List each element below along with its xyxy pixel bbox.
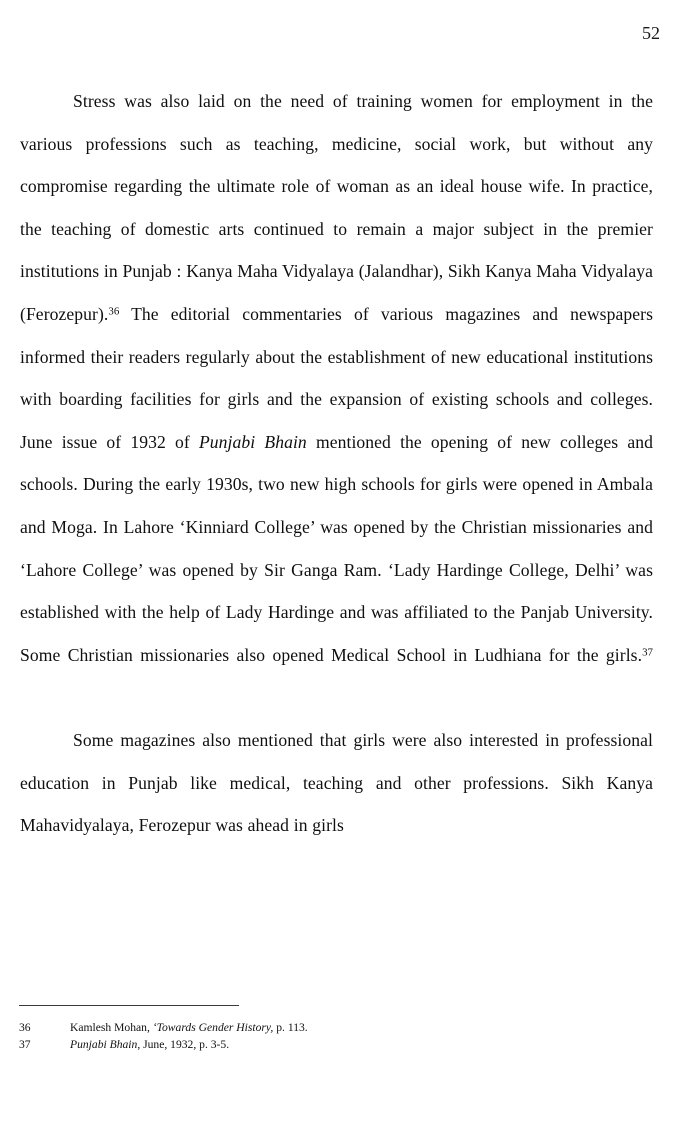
footnote-reference: 36	[108, 305, 120, 318]
footnote-entry	[19, 1019, 659, 1036]
body-text-block	[20, 80, 653, 847]
italic-title: Punjabi Bhain	[70, 1038, 138, 1051]
footnote-text: Kamlesh Mohan, ‘Towards Gender History, p. 113.	[70, 1021, 308, 1034]
page-number: 52	[642, 23, 660, 43]
footnote-separator-rule	[19, 1005, 239, 1006]
footnote-number: 37	[19, 1038, 31, 1051]
footnote-text: Punjabi Bhain, June, 1932, p. 3-5.	[70, 1038, 230, 1051]
paragraph: Stress was also laid on the need of training women for employment in the various professions such as teaching, medicine, social work, but without any compromise regarding the ultimate role of woman as an ideal house wife. In practice, the teaching of domestic arts continued to remain a major subject in the premier institutions in Punjab : Kanya Maha Vidyalaya (Jalandhar), Sikh Kanya Maha Vidyalaya (Ferozepur).$^{36}$ The editorial commentaries of various magazines and newspapers informed their readers regularly about the establishment of new educational institutions with boarding facilities for girls and the expansion of existing schools and colleges. June issue of 1932 of Punjabi Bhain mentioned the opening of new colleges and schools. During the early 1930s, two new high schools for girls were opened in Ambala and Moga. In Lahore ‘Kinniard College’ was opened by the Christian missionaries and ‘Lahore College’ was opened by Sir Ganga Ram. ‘Lady Hardinge College, Delhi’ was established with the help of Lady Hardinge and was affiliated to the Panjab University. Some Christian missionaries also opened Medical School in Ludhiana for the girls.$^{37}$	[20, 91, 653, 665]
footnote-area	[19, 1005, 659, 1053]
footnote-number: 36	[19, 1021, 31, 1034]
footnote-entry	[19, 1036, 659, 1053]
italic-title: ‘Towards Gender History,	[152, 1021, 274, 1034]
footnote-reference: 37	[642, 646, 653, 659]
italic-title: Punjabi Bhain	[198, 431, 307, 452]
paragraph: Some magazines also mentioned that girls were also interested in professional education in Punjab like medical, teaching and other professions. Sikh Kanya Mahavidyalaya, Ferozepur was ahead in girls	[20, 729, 653, 836]
